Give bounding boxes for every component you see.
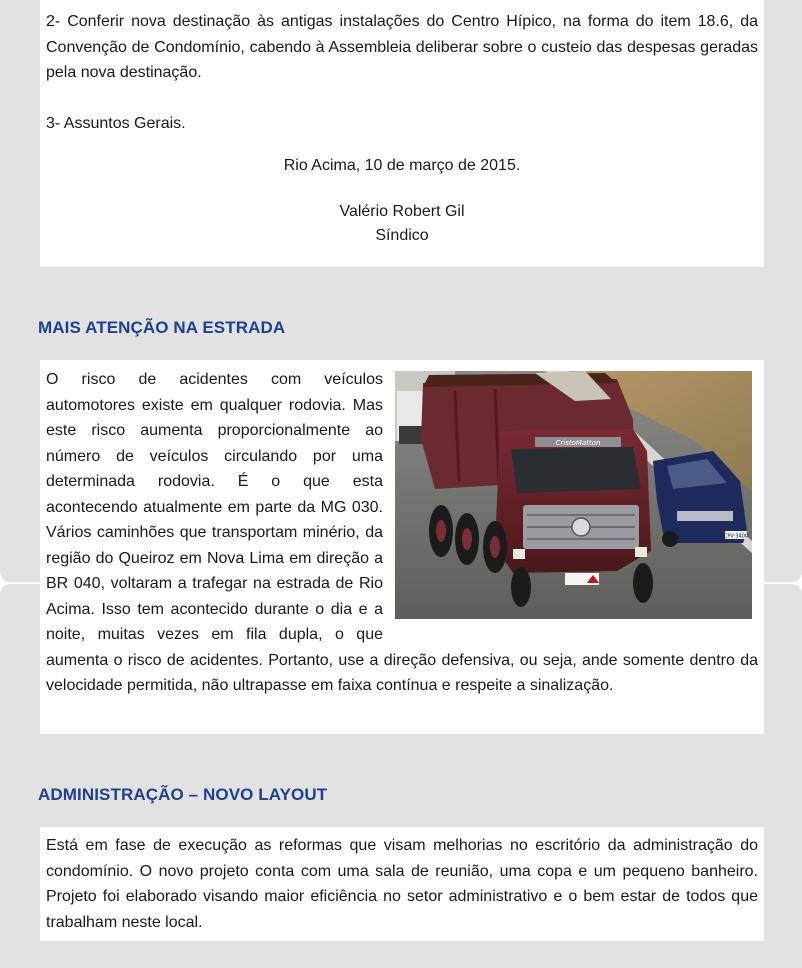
car-plate: CPV·3400 — [723, 533, 749, 540]
signer-role: Síndico — [375, 226, 429, 244]
agenda-item-2: 2- Conferir nova destinação às antigas instalações do Centro Hípico, na forma do item 18.6, da Convenção de Condomínio, cabendo à Assembleia deliberar sobre o custeio das despesas geradas pela nova destinação. — [46, 13, 758, 81]
road-safety-heading: MAIS ATENÇÃO NA ESTRADA — [38, 318, 286, 337]
agenda-item-3: 3- Assuntos Gerais. — [46, 114, 186, 132]
signer-name: Valério Robert Gil — [339, 202, 465, 220]
road-safety-text: O risco de acidentes com veículos automotores existe em qualquer rodovia. Mas este risco aumenta proporcionalmente ao número de veículos circulando por uma determinada rodovia. É o que esta acontecendo atualmente em parte da MG 030. Vários caminhões que transportam minério, da região do Queiroz em Nova Lima em direção a BR 040, voltaram a trafegar na estrada de Rio Acima. Isso tem acontecido durante o dia e a noite, muitas vezes em fila dupla, o que aumenta o risco de acidentes. Portanto, use a direção defensiva, ou seja, ande somente dentro da velocidade permitida, não ultrapasse em faixa contínua e respeite a sinalização. — [46, 371, 758, 694]
admin-text: Está em fase de execução as reformas que visam melhorias no escritório da administração do condomínio. O novo projeto conta com uma sala de reunião, uma copa e um pequeno banheiro. Projeto foi elaborado visando maior eficiência no setor administrativo e o bem estar de todos que trabalham neste local. — [46, 837, 758, 931]
dump-truck-photo — [395, 371, 752, 619]
admin-heading: ADMINISTRAÇÃO – NOVO LAYOUT — [38, 785, 328, 804]
admin-article — [40, 827, 764, 941]
road-safety-article — [40, 360, 764, 734]
assembly-notice-box — [40, 0, 764, 267]
truck-visor-text: CristoMatton — [555, 439, 601, 447]
date-line: Rio Acima, 10 de março de 2015. — [283, 157, 521, 174]
